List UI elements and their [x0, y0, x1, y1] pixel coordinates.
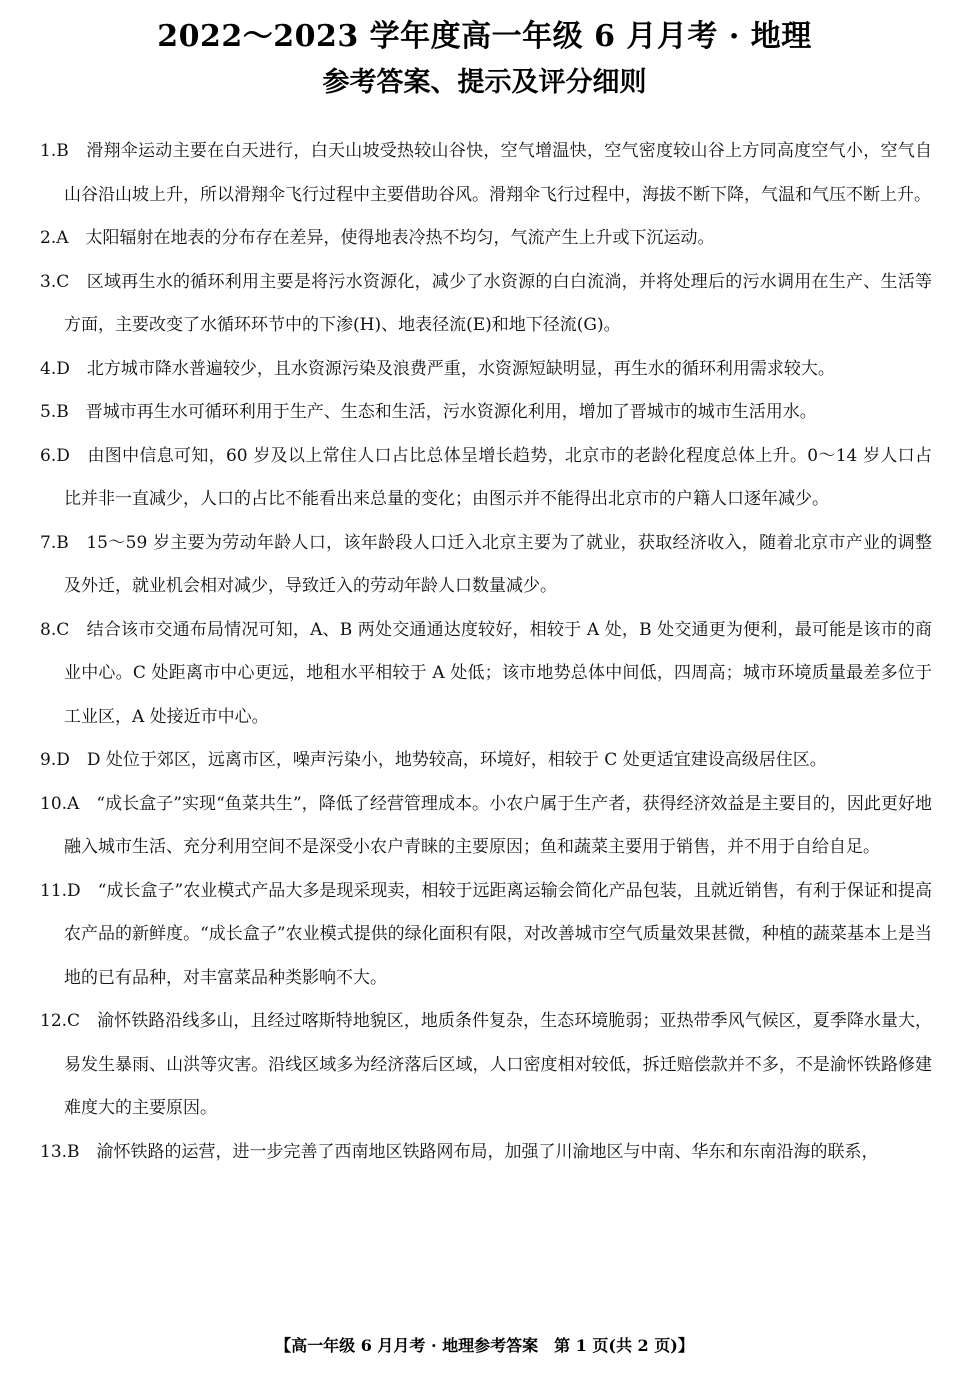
answer-item-13 [40, 1131, 932, 1175]
answer-item-6 [40, 435, 932, 522]
answer-number: 11.D [40, 880, 81, 901]
answer-explanation: 结合该市交通布局情况可知，A、B 两处交通通达度较好，相较于 A 处，B 处交通更为便利，最可能是该市的商业中心。C 处距离市中心更远，地租水平相较于 A 处低；该市地势总体中间低，四周高；城市环境质量最差多位于工业区，A 处接近市中心。 [64, 619, 933, 727]
answer-item-5 [40, 391, 932, 435]
answer-explanation: 太阳辐射在地表的分布存在差异，使得地表冷热不均匀，气流产生上升或下沉运动。 [85, 228, 715, 248]
answer-explanation: 区域再生水的循环利用主要是将污水资源化，减少了水资源的白白流淌，并将处理后的污水调用在生产、生活等方面，主要改变了水循环环节中的下渗(H)、地表径流(E)和地下径流(G)。 [64, 271, 933, 335]
answer-number: 4.D [40, 358, 70, 379]
answer-explanation: 北方城市降水普遍较少，且水资源污染及浪费严重，水资源短缺明显，再生水的循环利用需求较大。 [86, 358, 835, 379]
page-title: 2022～2023 学年度高一年级 6 月月考 · 地理 [157, 19, 812, 54]
answer-number: 8.C [40, 619, 70, 640]
answer-number: 5.B [40, 402, 69, 422]
page-footer: 【高一年级 6 月月考 · 地理参考答案 第 1 页(共 2 页)】 [275, 1336, 694, 1355]
answer-explanation: D 处位于郊区，远离市区，噪声污染小，地势较高，环境好，相较于 C 处更适宜建设高级居住区。 [86, 750, 827, 770]
answer-explanation: “成长盒子”实现“鱼菜共生”，降低了经营管理成本。小农户属于生产者，获得经济效益是主要目的，因此更好地融入城市生活、充分利用空间不是深受小农户青睐的主要原因；鱼和蔬菜主要用于销售，并不用于自给自足。 [64, 793, 933, 857]
answer-number: 7.B [40, 532, 69, 553]
answer-item-8 [40, 609, 932, 740]
answer-explanation: “成长盒子”农业模式产品大多是现采现卖，相较于远距离运输会简化产品包装，且就近销售，有利于保证和提高农产品的新鲜度。“成长盒子”农业模式提供的绿化面积有限，对改善城市空气质量效果甚微，种植的蔬菜基本上是当地的已有品种，对丰富菜品种类影响不大。 [64, 880, 932, 988]
answer-number: 1.B [40, 141, 69, 161]
answer-explanation: 渝怀铁路的运营，进一步完善了西南地区铁路网布局，加强了川渝地区与中南、华东和东南沿海的联系， [96, 1141, 879, 1162]
answer-item-12 [40, 1000, 932, 1131]
answer-item-3 [40, 261, 932, 348]
answer-number: 9.D [40, 750, 70, 770]
answer-explanation: 15～59 岁主要为劳动年龄人口，该年龄段人口迁入北京主要为了就业，获取经济收入，随着北京市产业的调整及外迁，就业机会相对减少，导致迁入的劳动年龄人口数量减少。 [64, 532, 932, 596]
answer-explanation: 渝怀铁路沿线多山，且经过喀斯特地貌区，地质条件复杂，生态环境脆弱；亚热带季风气候区，夏季降水量大，易发生暴雨、山洪等灾害。沿线区域多为经济落后区域，人口密度相对较低，拆迁赔偿款并不多，不是渝怀铁路修建难度大的主要原因。 [64, 1011, 932, 1118]
answer-number: 3.C [40, 271, 70, 292]
answer-item-11 [40, 870, 932, 1001]
answer-number: 12.C [40, 1011, 81, 1031]
answer-list [40, 130, 932, 1174]
answer-item-10 [40, 783, 932, 870]
answer-item-1 [40, 130, 932, 217]
answer-explanation: 滑翔伞运动主要在白天进行，白天山坡受热较山谷快，空气增温快，空气密度较山谷上方同高度空气小，空气自山谷沿山坡上升，所以滑翔伞飞行过程中主要借助谷风。滑翔伞飞行过程中，海拔不断下降，气温和气压不断上升。 [64, 141, 932, 205]
answer-number: 2.A [40, 228, 69, 248]
answer-explanation: 晋城市再生水可循环利用于生产、生态和生活，污水资源化利用，增加了晋城市的城市生活用水。 [85, 402, 817, 422]
answer-item-9 [40, 739, 932, 783]
answer-item-2 [40, 217, 932, 261]
page-subtitle: 参考答案、提示及评分细则 [322, 67, 647, 98]
answer-number: 10.A [40, 793, 80, 814]
answer-item-7 [40, 522, 932, 609]
answer-explanation: 由图中信息可知，60 岁及以上常住人口占比总体呈增长趋势，北京市的老龄化程度总体上升。0～14 岁人口占比并非一直减少，人口的占比不能看出来总量的变化；由图示并不能得出北京市的户籍人口逐年减少。 [64, 445, 932, 509]
answer-number: 6.D [40, 445, 70, 466]
answer-item-4 [40, 348, 932, 392]
answer-number: 13.B [40, 1141, 80, 1162]
